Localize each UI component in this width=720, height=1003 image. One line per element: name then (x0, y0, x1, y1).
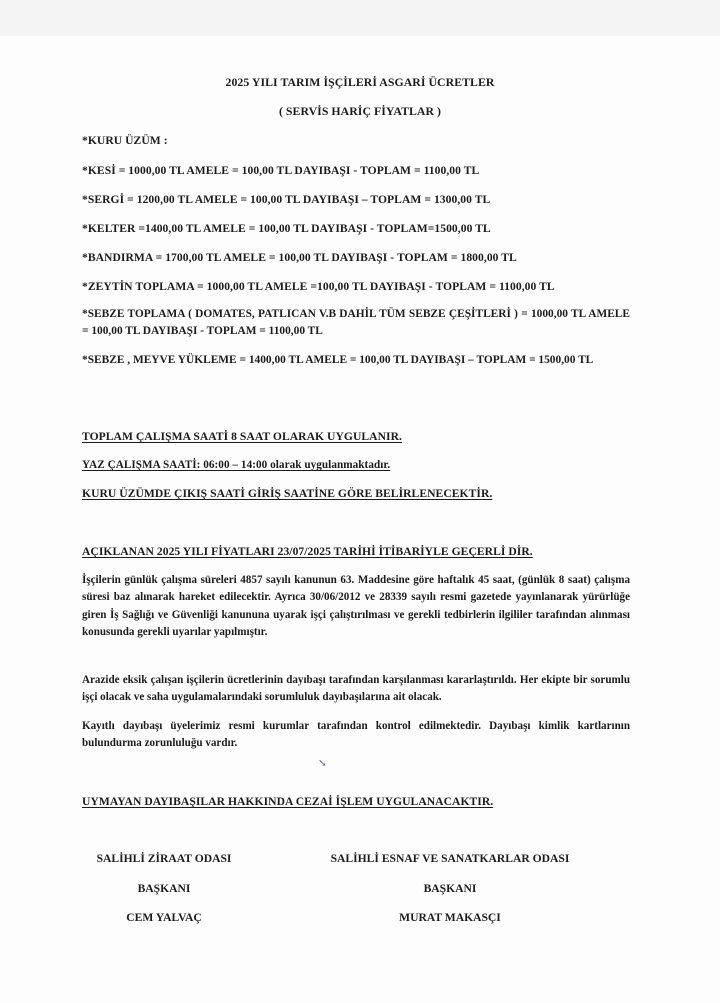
price-line-kelter: *KELTER =1400,00 TL AMELE = 100,00 TL DAYIBAŞI - TOPLAM=1500,00 TL (82, 222, 491, 235)
price-line-bandirma: *BANDIRMA = 1700,00 TL AMELE = 100,00 TL DAYIBAŞI - TOPLAM = 1800,00 TL (82, 251, 517, 264)
ink-mark: ↘ (318, 758, 327, 769)
note-exit-time: KURU ÜZÜMDE ÇIKIŞ SAATİ GİRİŞ SAATİNE GÖRE BELİRLENECEKTİR. (82, 487, 493, 500)
section-header-kuru-uzum: *KURU ÜZÜM : (82, 134, 168, 147)
price-line-sebze-toplama: *SEBZE TOPLAMA ( DOMATES, PATLICAN V.B DAHİL TÜM SEBZE ÇEŞİTLERİ ) = 1000,00 TL AMELE = 100,00 TL DAYIBAŞI - TOPLAM = 1100,00 TL (82, 308, 630, 337)
note-working-hours: TOPLAM ÇALIŞMA SAATİ 8 SAAT OLARAK UYGULANIR. (82, 430, 402, 443)
signature-left-name: CEM YALVAÇ (126, 911, 202, 924)
signature-left-role: BAŞKANI (137, 882, 191, 895)
document-title: 2025 YILI TARIM İŞÇİLERİ ASGARİ ÜCRETLER (225, 75, 495, 89)
price-line-zeytin: *ZEYTİN TOPLAMA = 1000,00 TL AMELE =100,00 TL DAYIBAŞI - TOPLAM = 1100,00 TL (82, 280, 555, 293)
signature-left-org: SALİHLİ ZİRAAT ODASI (96, 852, 232, 865)
note-summer-hours: YAZ ÇALIŞMA SAATİ: 06:00 – 14:00 olarak uygulanmaktadır. (82, 459, 391, 471)
warning-note: UYMAYAN DAYIBAŞILAR HAKKINDA CEZAİ İŞLEM UYGULANACAKTIR. (82, 795, 494, 808)
price-line-sergi: *SERGİ = 1200,00 TL AMELE = 100,00 TL DAYIBAŞI – TOPLAM = 1300,00 TL (82, 193, 491, 206)
signature-right-role: BAŞKANI (423, 882, 477, 895)
price-line-kesi: *KESİ = 1000,00 TL AMELE = 100,00 TL DAYIBAŞI - TOPLAM = 1100,00 TL (82, 164, 480, 177)
scan-top-edge (0, 0, 720, 36)
validity-note: AÇIKLANAN 2025 YILI FİYATLARI 23/07/2025 TARİHİ İTİBARİYLE GEÇERLİ DİR. (82, 545, 533, 558)
paragraph-foreman-responsibility: Arazide eksik çalışan işçilerin ücretlerinin dayıbaşı tarafından karşılanması kararlaştırıldı. Her ekipte bir sorumlu işçi olacak ve saha uygulamalarındaki sorumluluk dayıbaşılarına ait olacak. (82, 674, 630, 704)
paragraph-registration: Kayıtlı dayıbaşı üyelerimiz resmi kurumlar tarafından kontrol edilmektedir. Dayıbaşı kimlik kartlarının bulundurma zorunluluğu vardır. (82, 720, 630, 750)
price-line-sebze-yukleme: *SEBZE , MEYVE YÜKLEME = 1400,00 TL AMELE = 100,00 TL DAYIBAŞI – TOPLAM = 1500,00 TL (82, 354, 594, 366)
signature-right-name: MURAT MAKASÇI (399, 911, 501, 924)
signature-right-org: SALİHLİ ESNAF VE SANATKARLAR ODASI (330, 852, 570, 865)
document-subtitle: ( SERVİS HARİÇ FİYATLAR ) (278, 104, 442, 118)
paragraph-labor-law: İşçilerin günlük çalışma süreleri 4857 sayılı kanunun 63. Maddesine göre haftalık 45 saat, (günlük 8 saat) çalışma süresi baz alınarak hareket edilecektir. Ayrıca 30/06/2012 ve 28339 sayılı resmi gazetede yayınlanarak yürürlüğe giren İş Sağlığı ve Güvenliği kanununa uyarak işçi çalıştırılması ve gerekli tedbirlerin ilgililer tarafından alınması konusunda gerekli uyarılar yapılmıştır. (82, 574, 630, 639)
